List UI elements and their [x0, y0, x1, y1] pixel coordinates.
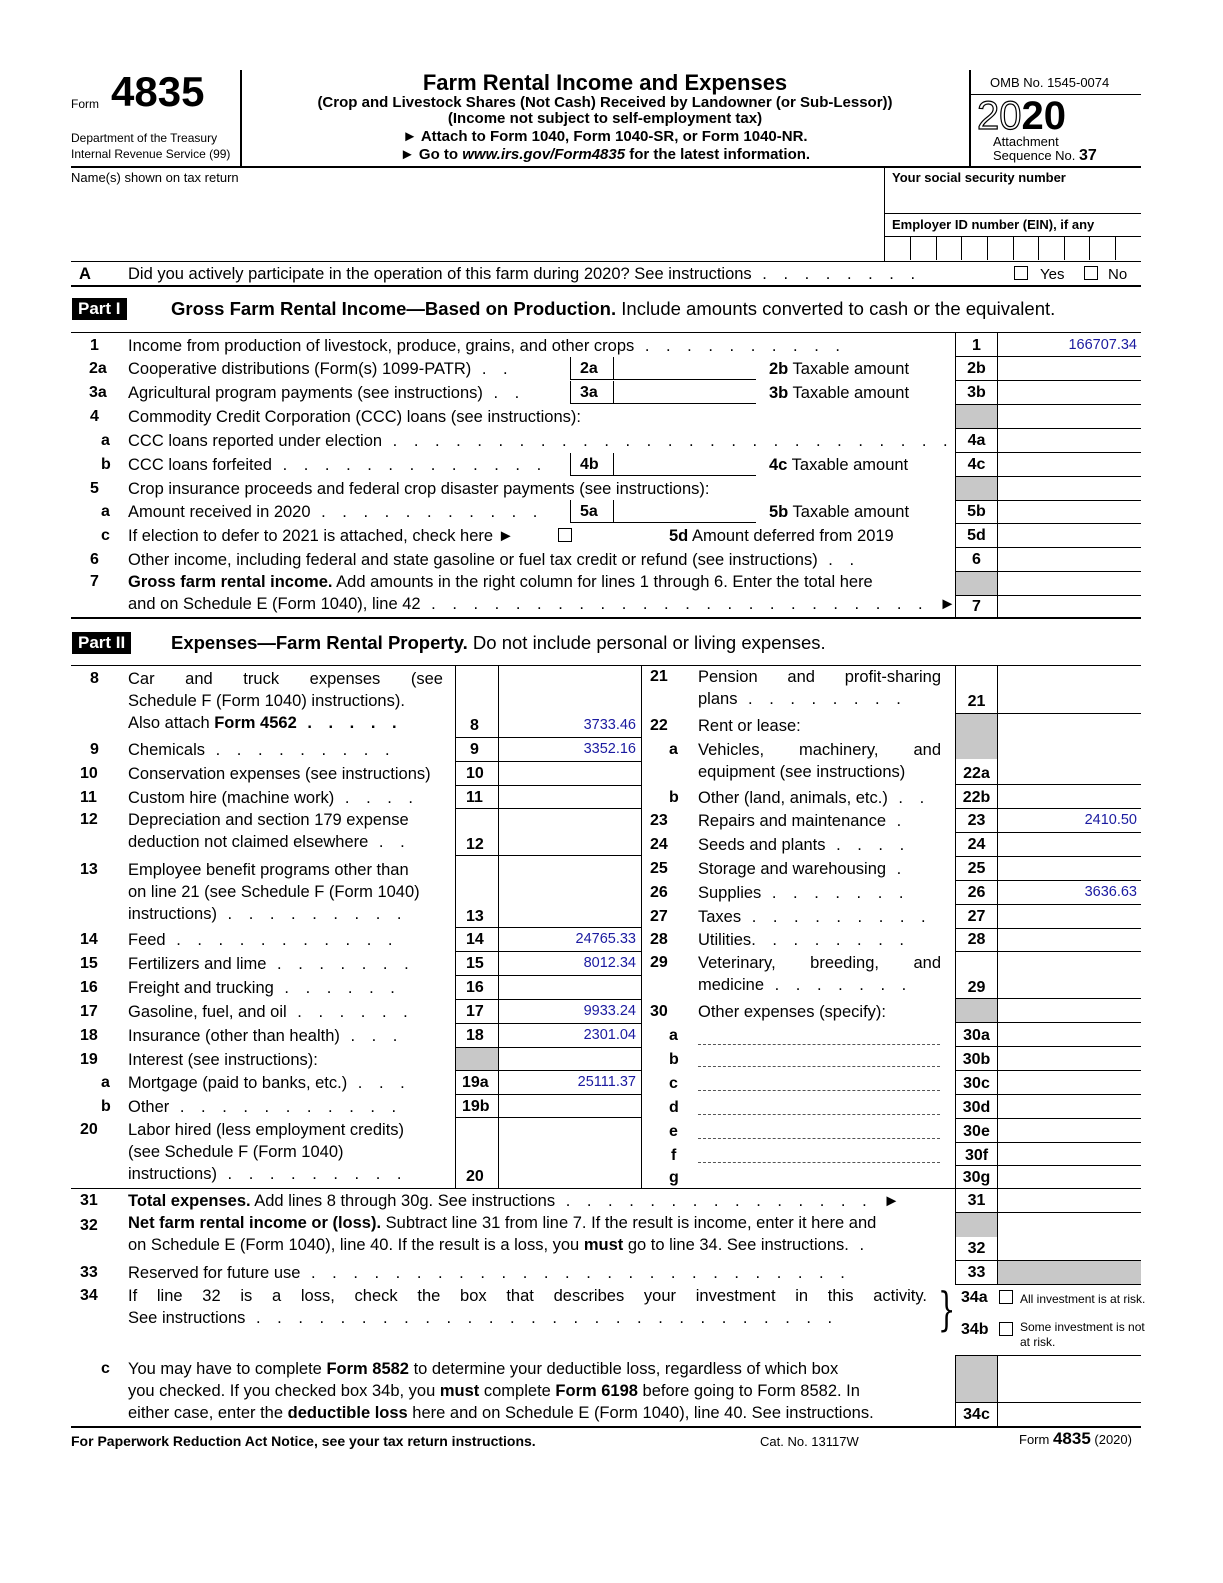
line34a-checkbox[interactable]: [999, 1290, 1013, 1304]
line29-text1: Veterinary, breeding, and: [698, 954, 941, 972]
line34b-text2: at risk.: [1020, 1335, 1056, 1349]
line10-text: Conservation expenses (see instructions): [128, 765, 431, 783]
line12-text1: Depreciation and section 179 expense: [128, 811, 409, 829]
line29-text2: medicine . . . . . . .: [698, 976, 913, 994]
line30d-field[interactable]: [998, 1095, 1141, 1118]
line32-field[interactable]: [998, 1237, 1141, 1260]
line34b-checkbox[interactable]: [999, 1322, 1013, 1336]
line2b-label: 2b Taxable amount: [769, 360, 910, 378]
line14-text: Feed . . . . . . . . . . .: [128, 931, 399, 949]
part2-label: Part II: [72, 632, 131, 654]
line23-value[interactable]: 2410.50: [1084, 812, 1137, 828]
line6-text: Other income, including federal and state gasoline or fuel tax credit or refund (see instructions) . .: [128, 551, 861, 569]
footer-form: Form 4835 (2020): [1019, 1429, 1132, 1448]
part1-label: Part I: [72, 298, 127, 320]
line31-text: Total expenses. Add lines 8 through 30g. See instructions . . . . . . . . . . . . . . . ►: [128, 1192, 906, 1210]
line15-text: Fertilizers and lime . . . . . . .: [128, 955, 415, 973]
footer-cat: Cat. No. 13117W: [760, 1434, 859, 1449]
line5b-label: 5b Taxable amount: [769, 503, 910, 521]
line15-value[interactable]: 8012.34: [583, 955, 636, 971]
form-number: 4835: [111, 68, 205, 115]
line1-text: Income from production of livestock, produce, grains, and other crops . . . . . . . . . .: [128, 337, 846, 355]
sequence-label: Sequence No. 37: [993, 147, 1097, 164]
line19b-text: Other . . . . . . . . . . .: [128, 1098, 403, 1116]
line33-text: Reserved for future use . . . . . . . . . . . . . . . . . . . . . . . . . .: [128, 1264, 851, 1282]
attach-line: ► Attach to Form 1040, Form 1040-SR, or Form 1040-NR.: [402, 128, 808, 145]
line-a-yes-label: Yes: [1040, 266, 1065, 283]
line7-text: Gross farm rental income. Add amounts in the right column for lines 1 through 6. Enter the total here: [128, 573, 873, 591]
line18-value[interactable]: 2301.04: [583, 1027, 636, 1043]
omb-number: OMB No. 1545-0074: [990, 75, 1110, 90]
form-subtitle2: (Income not subject to self-employment tax): [447, 110, 763, 127]
attachment-label: Attachment: [993, 134, 1059, 149]
line3b-label: 3b Taxable amount: [769, 384, 910, 402]
line30a-specify[interactable]: [698, 1044, 940, 1045]
line21-text1: Pension and profit-sharing: [698, 668, 941, 686]
line30g-field[interactable]: [998, 1166, 1141, 1188]
ssn-field[interactable]: [886, 188, 1141, 212]
line19-text: Interest (see instructions):: [128, 1051, 318, 1069]
line3b-field[interactable]: [998, 382, 1141, 403]
line4b-field[interactable]: [614, 454, 756, 474]
tax-year: 2020: [977, 94, 1066, 138]
line22b-text: Other (land, animals, etc.) . .: [698, 789, 931, 807]
name-label: Name(s) shown on tax return: [71, 170, 239, 185]
line26-text: Supplies . . . . . . .: [698, 884, 910, 902]
line32-text: Net farm rental income or (loss). Subtract line 31 from line 7. If the result is income, enter it here and: [128, 1214, 877, 1232]
line20-text1: Labor hired (less employment credits): [128, 1121, 405, 1139]
line22a-text1: Vehicles, machinery, and: [698, 741, 941, 759]
part1-heading: Gross Farm Rental Income—Based on Production. Include amounts converted to cash or the equivalent.: [171, 298, 1056, 319]
line34-brace: }: [937, 1282, 956, 1336]
line2a-field[interactable]: [614, 358, 756, 378]
line-a-no-checkbox[interactable]: [1084, 266, 1098, 280]
line5a-text: Amount received in 2020 . . . . . . . . . . .: [128, 503, 544, 521]
line4c-field[interactable]: [998, 454, 1141, 475]
line3a-field[interactable]: [614, 382, 756, 402]
line34c-text1: You may have to complete Form 8582 to determine your deductible loss, regardless of which box: [128, 1360, 839, 1378]
line6-field[interactable]: [998, 549, 1141, 570]
line34c-field[interactable]: [998, 1402, 1141, 1425]
line34c-text2: you checked. If you checked box 34b, you must complete Form 6198 before going to Form 8582. In: [128, 1382, 860, 1400]
line32-text2: on Schedule E (Form 1040), line 40. If the result is a loss, you must go to line 34. See instructions. .: [128, 1236, 871, 1254]
line23-text: Repairs and maintenance .: [698, 812, 908, 830]
footer-notice: For Paperwork Reduction Act Notice, see your tax return instructions.: [71, 1433, 536, 1449]
part2-heading: Expenses—Farm Rental Property. Do not include personal or living expenses.: [171, 632, 826, 653]
line34c-text3: either case, enter the deductible loss here and on Schedule E (Form 1040), line 40. See instructions.: [128, 1404, 874, 1422]
line9-text: Chemicals . . . . . . . . .: [128, 741, 396, 759]
line-a-yes-checkbox[interactable]: [1014, 266, 1028, 280]
line5a-field[interactable]: [614, 501, 756, 521]
line18-text: Insurance (other than health) . . .: [128, 1027, 404, 1045]
line4b-text: CCC loans forfeited . . . . . . . . . . . . .: [128, 456, 548, 474]
line28-text: Utilities. . . . . . . .: [698, 931, 910, 949]
line2a-text: Cooperative distributions (Form(s) 1099-PATR) . .: [128, 360, 514, 378]
line5-text: Crop insurance proceeds and federal crop disaster payments (see instructions):: [128, 480, 710, 498]
line27-text: Taxes . . . . . . . . .: [698, 908, 932, 926]
line22-text: Rent or lease:: [698, 717, 801, 735]
line34-text: If line 32 is a loss, check the box that describes your investment in this activity.: [128, 1287, 927, 1305]
line16-text: Freight and trucking . . . . . .: [128, 979, 401, 997]
line1-value[interactable]: 166707.34: [1068, 337, 1137, 353]
form-subtitle1: (Crop and Livestock Shares (Not Cash) Received by Landowner (or Sub-Lessor)): [317, 94, 893, 111]
form-title: Farm Rental Income and Expenses: [422, 70, 788, 95]
ssn-label: Your social security number: [892, 170, 1066, 185]
line30f-specify[interactable]: [698, 1162, 940, 1163]
line22a-text2: equipment (see instructions): [698, 763, 906, 781]
line30b-field[interactable]: [998, 1047, 1141, 1070]
line17-value[interactable]: 9933.24: [583, 1003, 636, 1019]
line12-text2: deduction not claimed elsewhere . .: [128, 833, 411, 851]
line8-text2: Schedule F (Form 1040) instructions).: [128, 692, 405, 710]
line30c-field[interactable]: [998, 1071, 1141, 1094]
line31-field[interactable]: [998, 1189, 1141, 1211]
line34b-text1: Some investment is not: [1020, 1320, 1145, 1334]
line20-text3: instructions) . . . . . . . . .: [128, 1165, 408, 1183]
line5c-text: If election to defer to 2021 is attached, check here ►: [128, 527, 514, 545]
line17-text: Gasoline, fuel, and oil . . . . . .: [128, 1003, 414, 1021]
line13-text2: on line 21 (see Schedule F (Form 1040): [128, 883, 420, 901]
goto-line: ► Go to www.irs.gov/Form4835 for the latest information.: [399, 146, 811, 163]
line24-text: Seeds and plants . . . .: [698, 836, 911, 854]
line2b-field[interactable]: [998, 358, 1141, 379]
dept-line2: Internal Revenue Service (99): [71, 147, 231, 161]
line19a-value[interactable]: 25111.37: [577, 1074, 636, 1090]
goto-url[interactable]: www.irs.gov/Form4835: [462, 146, 626, 163]
line-a-text: Did you actively participate in the operation of this farm during 2020? See instructions . . . . . . . .: [128, 265, 922, 283]
line19a-text: Mortgage (paid to banks, etc.) . . .: [128, 1074, 411, 1092]
line5d-field[interactable]: [998, 525, 1141, 546]
line7-field[interactable]: [998, 596, 1141, 617]
line13-text1: Employee benefit programs other than: [128, 861, 409, 879]
line30-text: Other expenses (specify):: [698, 1003, 886, 1021]
form-word: Form: [71, 97, 99, 111]
line21-text2: plans . . . . . . . .: [698, 690, 907, 708]
line25-text: Storage and warehousing .: [698, 860, 908, 878]
line-a-letter: A: [79, 265, 91, 283]
line11-text: Custom hire (machine work) . . . .: [128, 789, 419, 807]
ein-field[interactable]: [885, 237, 1141, 260]
line30d-specify[interactable]: [698, 1114, 940, 1115]
line4-text: Commodity Credit Corporation (CCC) loans (see instructions):: [128, 408, 581, 426]
line14-value[interactable]: 24765.33: [575, 931, 636, 947]
line4a-field[interactable]: [998, 430, 1141, 451]
line13-text3: instructions) . . . . . . . . .: [128, 905, 408, 923]
line34-text2: See instructions . . . . . . . . . . . . . . . . . . . . . . . . . . . .: [128, 1309, 839, 1327]
line5b-field[interactable]: [998, 501, 1141, 522]
name-field[interactable]: [71, 186, 881, 258]
line4a-text: CCC loans reported under election . . . . . . . . . . . . . . . . . . . . . . . . . . .: [128, 432, 954, 450]
line20-text2: (see Schedule F (Form 1040): [128, 1143, 344, 1161]
line30f-field[interactable]: [998, 1143, 1141, 1166]
line9-value[interactable]: 3352.16: [583, 741, 636, 757]
line34a-text: All investment is at risk.: [1020, 1292, 1146, 1306]
line8-value[interactable]: 3733.46: [583, 717, 636, 733]
line26-value[interactable]: 3636.63: [1084, 884, 1137, 900]
line30a-field[interactable]: [998, 1023, 1141, 1046]
line5c-checkbox[interactable]: [558, 528, 572, 542]
line8-text3: Also attach Form 4562 . . . . .: [128, 714, 403, 732]
line3a-text: Agricultural program payments (see instructions) . .: [128, 384, 526, 402]
line30b-specify[interactable]: [698, 1066, 940, 1067]
ein-label: Employer ID number (EIN), if any: [892, 217, 1095, 232]
line30e-specify[interactable]: [698, 1138, 940, 1139]
line30e-field[interactable]: [998, 1119, 1141, 1142]
dept-line1: Department of the Treasury: [71, 131, 218, 145]
line4c-label: 4c Taxable amount: [769, 456, 909, 474]
line5d-label: 5d Amount deferred from 2019: [669, 527, 894, 545]
line-a-no-label: No: [1108, 266, 1128, 283]
line8-text1: Car and truck expenses (see: [128, 670, 443, 688]
line30c-specify[interactable]: [698, 1090, 940, 1091]
line7-text2: and on Schedule E (Form 1040), line 42 . . . . . . . . . . . . . . . . . . . . . . . . ►: [128, 595, 962, 613]
